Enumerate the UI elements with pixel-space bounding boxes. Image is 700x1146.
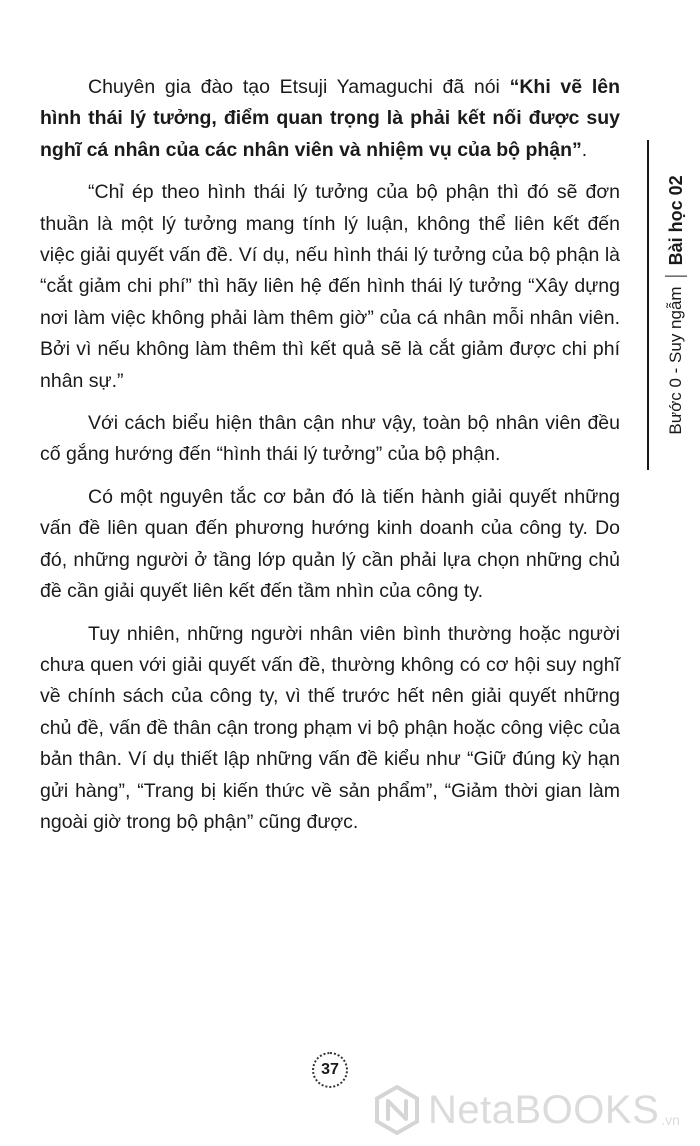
- paragraph-1: [40, 72, 620, 166]
- netabooks-logo-icon: [372, 1085, 422, 1135]
- watermark: [372, 1080, 680, 1140]
- page-number: 37: [312, 1052, 348, 1088]
- paragraph-4: Có một nguyên tắc cơ bản đó là tiến hành giải quyết những vấn đề liên quan đến phương hướng kinh doanh của công ty. Do đó, những người ở tầng lớp quản lý cần phải lựa chọn những chủ đề cần giải quyết liên kết đến tầm nhìn của công ty.: [40, 485, 620, 603]
- lesson-label: Bài học 02: [665, 175, 685, 266]
- watermark-suffix: .vn: [661, 1112, 680, 1128]
- watermark-text: NetaBOOKS: [428, 1087, 660, 1132]
- paragraph-1-lead: Chuyên gia đào tạo Etsuji Yamaguchi đã nói: [88, 76, 510, 98]
- chapter-side-tab: [647, 140, 700, 470]
- side-tab-divider: [665, 275, 687, 276]
- section-label: Bước 0 - Suy ngẫm: [665, 286, 685, 435]
- paragraph-2: “Chỉ ép theo hình thái lý tưởng của bộ phận thì đó sẽ đơn thuần là một lý tưởng mang tính lý luận, không thể liên kết đến việc giải quyết vấn đề. Ví dụ, nếu hình thái lý tưởng của bộ phận là “cắt giảm chi phí” thì hãy liên hệ đến hình thái lý tưởng “Xây dựng nơi làm việc không phải làm thêm giờ” của cá nhân mỗi nhân viên. Bởi vì nếu không làm thêm thì kết quả sẽ là cắt giảm được chi phí nhân sự.”: [40, 181, 620, 392]
- paragraph-1-end: .: [581, 138, 588, 161]
- paragraph-5: Tuy nhiên, những người nhân viên bình thường hoặc người chưa quen với giải quyết vấn đề, thường không có cơ hội suy nghĩ về chính sách của công ty, vì thế trước hết nên giải quyết những chủ đề, vấn đề thân cận trong phạm vi bộ phận hoặc công việc của bản thân. Ví dụ thiết lập những vấn đề kiểu như “Giữ đúng kỳ hạn gửi hàng”, “Trang bị kiến thức về sản phẩm”, “Giảm thời gian làm ngoài giờ trong bộ phận” cũng được.: [40, 622, 620, 833]
- paragraph-3: Với cách biểu hiện thân cận như vậy, toàn bộ nhân viên đều cố gắng hướng đến “hình thái lý tưởng” của bộ phận.: [40, 412, 620, 466]
- paragraph-1-quote: “Khi vẽ lên hình thái lý tưởng, điểm quan trọng là phải kết nối được suy nghĩ cá nhân của các nhân viên và nhiệm vụ của bộ phận”: [40, 76, 620, 161]
- side-tab-label: [665, 175, 687, 434]
- page-body: [40, 72, 620, 849]
